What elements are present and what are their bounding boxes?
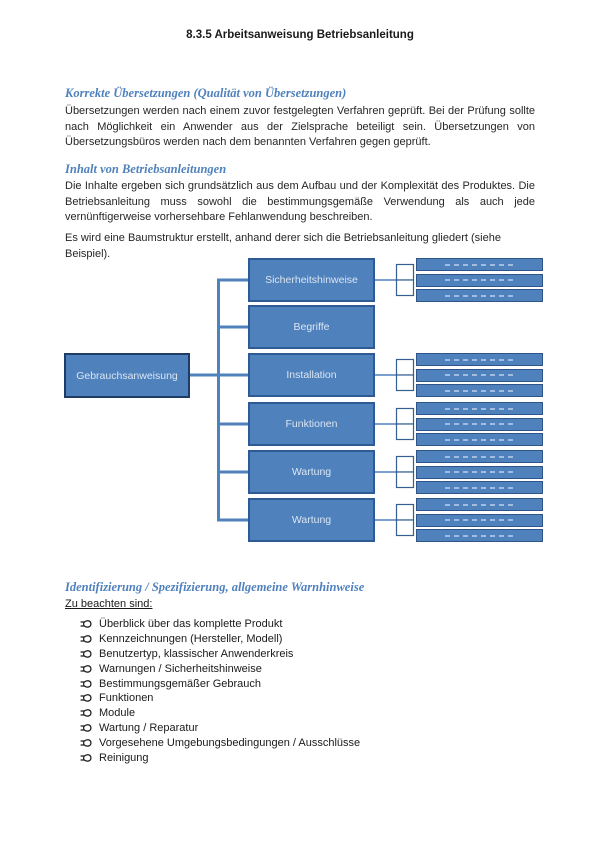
bullet-label: Warnungen / Sicherheitshinweise bbox=[99, 662, 262, 675]
checklist bbox=[80, 617, 540, 765]
bullet-label: Module bbox=[99, 707, 136, 720]
bullet-item bbox=[80, 632, 540, 647]
paragraph-content: Die Inhalte ergeben sich grundsätzlich aus dem Aufbau und der Komplexität des Produktes. Die Betriebsanleitung muss sowohl die bestimmungsgemäße Verwendung als auch jede vernünftigerweise vorhersehbare Fehlanwendung beschreiben. bbox=[65, 180, 535, 224]
diagram-node-installation: Installation bbox=[248, 353, 375, 397]
document-title: 8.3.5 Arbeitsanweisung Betriebsanleitung bbox=[186, 29, 414, 41]
diagram-subgroup-wartung-1 bbox=[416, 450, 543, 497]
diagram-subitem bbox=[416, 384, 543, 397]
bullet-label: Bestimmungsgemäßer Gebrauch bbox=[99, 677, 262, 690]
loop-arrow-bullet-icon bbox=[80, 708, 92, 718]
diagram-subitem bbox=[416, 369, 543, 382]
bullet-item bbox=[80, 691, 540, 706]
diagram-subitem bbox=[416, 433, 543, 446]
diagram-subitem bbox=[416, 481, 543, 494]
loop-arrow-bullet-icon bbox=[80, 634, 92, 644]
bullet-label: Funktionen bbox=[99, 692, 154, 705]
bullet-item bbox=[80, 661, 540, 676]
section-heading-content: Inhalt von Betriebsanleitungen bbox=[65, 162, 227, 176]
bullet-item bbox=[80, 735, 540, 750]
diagram-node-begriffe: Begriffe bbox=[248, 305, 375, 349]
bullet-item bbox=[80, 676, 540, 691]
diagram-node-wartung-1: Wartung bbox=[248, 450, 375, 494]
diagram-subgroup-sicherheitshinweise bbox=[416, 258, 543, 305]
diagram-subitem bbox=[416, 258, 543, 271]
loop-arrow-bullet-icon bbox=[80, 693, 92, 703]
diagram-node-wartung-2: Wartung bbox=[248, 498, 375, 542]
loop-arrow-bullet-icon bbox=[80, 679, 92, 689]
bullet-label: Überblick über das komplette Produkt bbox=[99, 618, 283, 631]
diagram-subgroup-funktionen bbox=[416, 402, 543, 449]
loop-arrow-bullet-icon bbox=[80, 738, 92, 748]
loop-arrow-bullet-icon bbox=[80, 649, 92, 659]
loop-arrow-bullet-icon bbox=[80, 619, 92, 629]
bullet-item bbox=[80, 647, 540, 662]
tree-diagram bbox=[0, 250, 600, 550]
diagram-subitem bbox=[416, 289, 543, 302]
diagram-subitem bbox=[416, 514, 543, 527]
diagram-subgroup-installation bbox=[416, 353, 543, 400]
loop-arrow-bullet-icon bbox=[80, 753, 92, 763]
section-heading-translations: Korrekte Übersetzungen (Qualität von Übersetzungen) bbox=[65, 86, 347, 100]
diagram-subitem bbox=[416, 418, 543, 431]
bullet-label: Wartung / Reparatur bbox=[99, 721, 199, 734]
loop-arrow-bullet-icon bbox=[80, 723, 92, 733]
bullet-label: Vorgesehene Umgebungsbedingungen / Ausschlüsse bbox=[99, 736, 361, 749]
diagram-subitem bbox=[416, 529, 543, 542]
diagram-node-gebrauchsanweisung: Gebrauchsanweisung bbox=[64, 353, 190, 398]
diagram-subitem bbox=[416, 353, 543, 366]
diagram-node-funktionen: Funktionen bbox=[248, 402, 375, 446]
section-heading-identification: Identifizierung / Spezifizierung, allgemeine Warnhinweise bbox=[65, 580, 365, 594]
bullet-item bbox=[80, 721, 540, 736]
diagram-subitem bbox=[416, 466, 543, 479]
diagram-subitem bbox=[416, 402, 543, 415]
loop-arrow-bullet-icon bbox=[80, 664, 92, 674]
diagram-subgroup-wartung-2 bbox=[416, 498, 543, 545]
paragraph-translations: Übersetzungen werden nach einem zuvor festgelegten Verfahren geprüft. Bei der Prüfung sollte nach Möglichkeit ein Anwender aus der Zielsprache beteiligt sein. Übersetzungen von Übersetzungsbüros werden nach dem benannten Verfahren gegen geprüft. bbox=[65, 105, 535, 149]
diagram-node-sicherheitshinweise: Sicherheitshinweise bbox=[248, 258, 375, 302]
diagram-subitem bbox=[416, 450, 543, 463]
bullet-label: Kennzeichnungen (Hersteller, Modell) bbox=[99, 633, 283, 646]
bullet-item bbox=[80, 706, 540, 721]
bullet-item bbox=[80, 750, 540, 765]
bullet-item bbox=[80, 617, 540, 632]
diagram-subitem bbox=[416, 274, 543, 287]
bullet-label: Reinigung bbox=[99, 751, 149, 764]
bullet-label: Benutzertyp, klassischer Anwenderkreis bbox=[99, 647, 294, 660]
diagram-subitem bbox=[416, 498, 543, 511]
list-intro: Zu beachten sind: bbox=[65, 598, 153, 610]
paragraph-tree-note: Es wird eine Baumstruktur erstellt, anhand derer sich die Betriebsanleitung gliedert (siehe Beispiel). bbox=[65, 232, 501, 260]
